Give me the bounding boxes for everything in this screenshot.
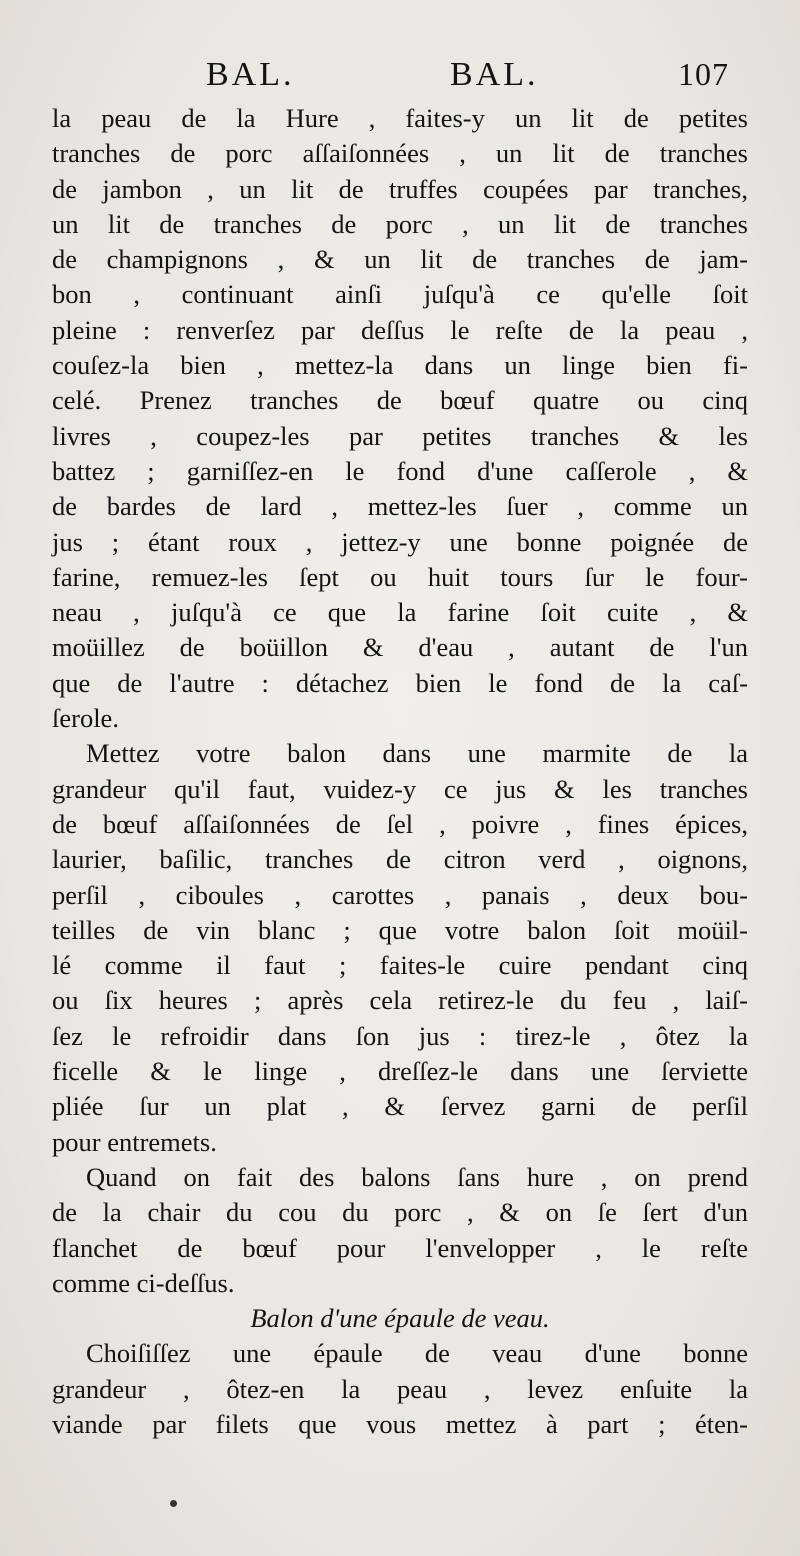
text-line: pliée ſur un plat , & ſervez garni de perſil bbox=[52, 1091, 748, 1122]
page-number: 107 bbox=[678, 56, 729, 92]
header-center: BAL. bbox=[450, 56, 539, 93]
text-line: celé. Prenez tranches de bœuf quatre ou cinq bbox=[52, 385, 748, 416]
text-line: teilles de vin blanc ; que votre balon ſoit moüil- bbox=[52, 914, 748, 945]
text-line: couſez-la bien , mettez-la dans un linge bien fi- bbox=[52, 350, 748, 381]
text-line: battez ; garniſſez-en le fond d'une caſſerole , & bbox=[52, 455, 748, 486]
text-line: Choiſiſſez une épaule de veau d'une bonne bbox=[86, 1338, 748, 1369]
text-line: moüillez de boüillon & d'eau , autant de l'un bbox=[52, 632, 748, 663]
text-line: viande par filets que vous mettez à part ; éten- bbox=[52, 1408, 748, 1439]
text-line: ſez le refroidir dans ſon jus : tirez-le , ôtez la bbox=[52, 1020, 748, 1051]
text-line: de bardes de lard , mettez-les ſuer , comme un bbox=[52, 491, 748, 522]
text-line: neau , juſqu'à ce que la farine ſoit cuite , & bbox=[52, 597, 748, 628]
text-line: Quand on fait des balons ſans hure , on prend bbox=[86, 1161, 748, 1192]
text-line: lé comme il faut ; faites-le cuire pendant cinq bbox=[52, 950, 748, 981]
section-heading: Balon d'une épaule de veau. bbox=[250, 1303, 550, 1334]
running-header bbox=[0, 56, 800, 96]
text-line: tranches de porc aſſaiſonnées , un lit de tranches bbox=[52, 138, 748, 169]
text-line: perſil , ciboules , carottes , panais , deux bou- bbox=[52, 879, 748, 910]
text-line: flanchet de bœuf pour l'envelopper , le reſte bbox=[52, 1232, 748, 1263]
text-line: que de l'autre : détachez bien le fond de la caſ- bbox=[52, 667, 748, 698]
text-line: farine, remuez-les ſept ou huit tours ſur le four- bbox=[52, 561, 748, 592]
text-line: pleine : renverſez par deſſus le reſte de la peau , bbox=[52, 314, 748, 345]
text-line: de la chair du cou du porc , & on ſe ſert d'un bbox=[52, 1197, 748, 1228]
text-line: laurier, baſilic, tranches de citron verd , oignons, bbox=[52, 844, 748, 875]
text-line: ficelle & le linge , dreſſez-le dans une ſerviette bbox=[52, 1056, 748, 1087]
text-line: de jambon , un lit de truffes coupées par tranches, bbox=[52, 173, 748, 204]
text-line: livres , coupez-les par petites tranches & les bbox=[52, 420, 748, 451]
ink-speck bbox=[170, 1500, 177, 1507]
text-line: comme ci-deſſus. bbox=[52, 1267, 235, 1298]
text-line: grandeur qu'il faut, vuidez-y ce jus & les tranches bbox=[52, 773, 748, 804]
text-line: pour entremets. bbox=[52, 1126, 217, 1157]
text-line: la peau de la Hure , faites-y un lit de petites bbox=[52, 103, 748, 133]
text-line: Mettez votre balon dans une marmite de la bbox=[86, 738, 748, 769]
text-line: jus ; étant roux , jettez-y une bonne poignée de bbox=[52, 526, 748, 557]
text-line: un lit de tranches de porc , un lit de tranches bbox=[52, 208, 748, 239]
text-line: ou ſix heures ; après cela retirez-le du feu , laiſ- bbox=[52, 985, 748, 1016]
text-line: ſerole. bbox=[52, 703, 119, 734]
text-line: bon , continuant ainſi juſqu'à ce qu'elle ſoit bbox=[52, 279, 748, 310]
text-line: de champignons , & un lit de tranches de jam- bbox=[52, 244, 748, 275]
body-text bbox=[52, 101, 748, 1442]
text-line: de bœuf aſſaiſonnées de ſel , poivre , fines épices, bbox=[52, 808, 748, 839]
header-left: BAL. bbox=[206, 56, 295, 93]
text-line: grandeur , ôtez-en la peau , levez enſuite la bbox=[52, 1373, 748, 1404]
